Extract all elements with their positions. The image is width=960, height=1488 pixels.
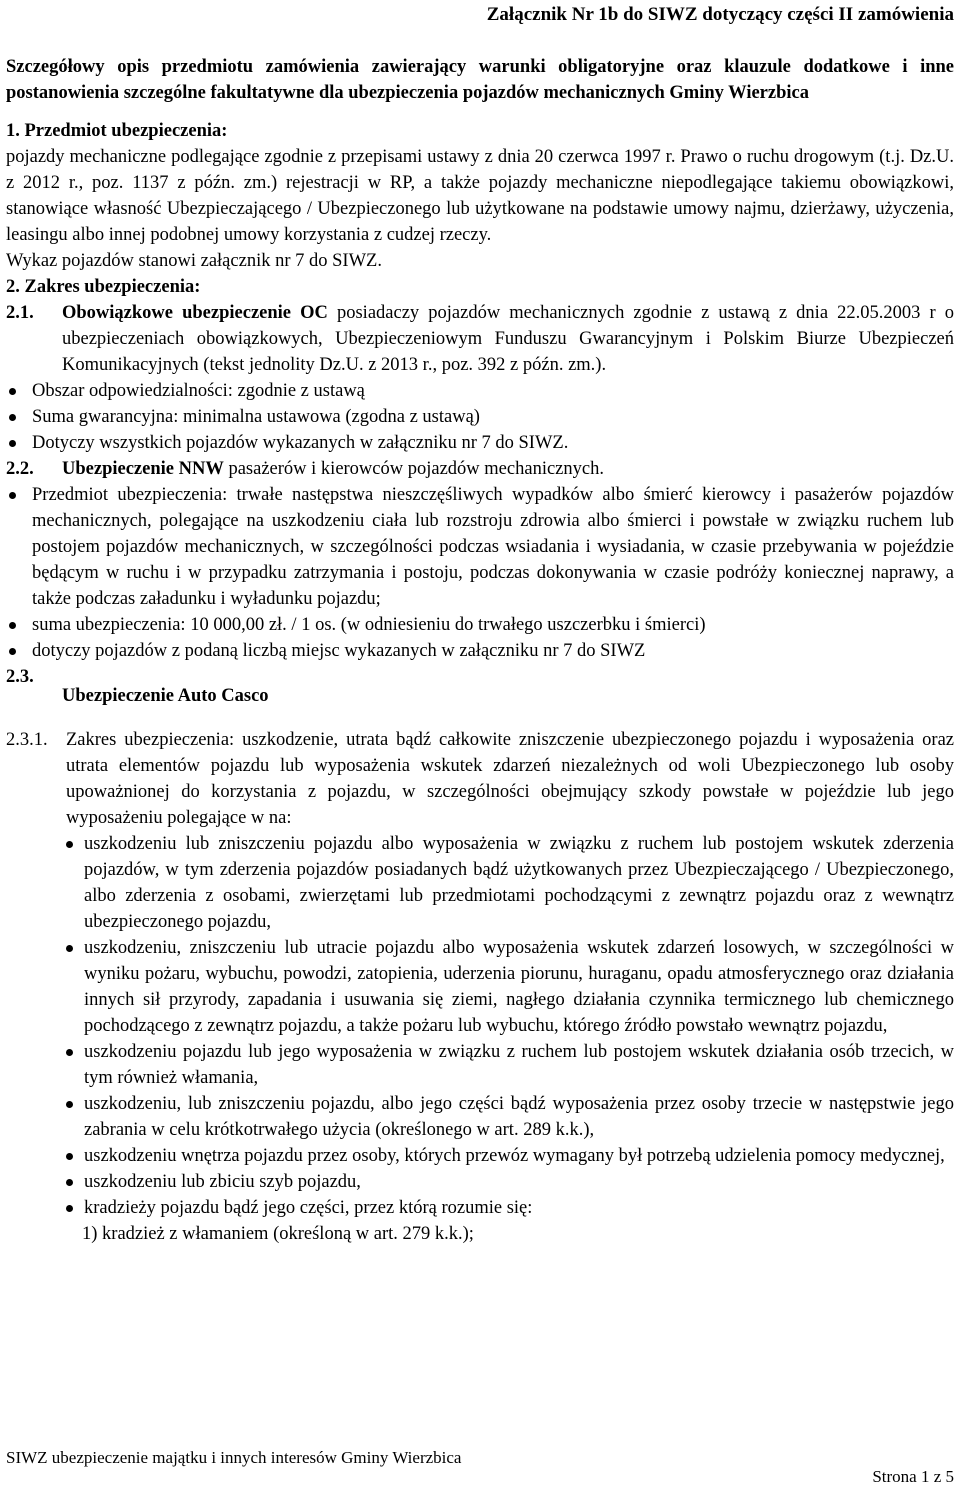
list-item: Dotyczy wszystkich pojazdów wykazanych w załączniku nr 7 do SIWZ. [6,430,954,456]
vehicle-list-note: Wykaz pojazdów stanowi załącznik nr 7 do SIWZ. [6,251,382,271]
section-2-3-1-bullets [6,831,954,1221]
section-2-3 [6,664,954,727]
attachment-title: Załącznik Nr 1b do SIWZ dotyczący części II zamówienia [486,4,954,25]
section-2-3-1-number: 2.3.1. [6,730,48,750]
section-2-3-lead: Ubezpieczenie Auto Casco [62,685,269,706]
section-2-1-bullets [6,378,954,456]
list-item: Obszar odpowiedzialności: zgodnie z ustawą [6,378,954,404]
section-2-2-desc: pasażerów i kierowców pojazdów mechanicznych. [223,459,604,479]
section-2-2-lead: Ubezpieczenie NNW [62,459,224,479]
section-2-3-1-text: Zakres ubezpieczenia: uszkodzenie, utrata bądź całkowite zniszczenie ubezpieczonego pojazdu i wyposażenia oraz utrata elementów pojazdu lub wyposażenia wskutek zdarzeń niezależnych od woli Ubezpieczonego lub osoby upoważnionej do korzystania z pojazdu, w szczególności obejmujący szkody powstałe w pojeździe lub jego wyposażeniu polegające w na: [66,730,954,828]
list-item: uszkodzeniu lub zniszczeniu pojazdu albo wyposażenia w związku z ruchem lub postojem wskutek zderzenia pojazdów, w tym zderzenia pojazdów posiadanych bądź użytkowanych przez Ubezpieczającego / Ubezpieczonego, albo zderzenia z osobami, zwierzętami lub przedmiotami pochodzącymi z zewnątrz pojazdu oraz z wewnątrz ubezpieczonego pojazdu, [66,831,954,935]
section-1-body: pojazdy mechaniczne podlegające zgodnie z przepisami ustawy z dnia 20 czerwca 1997 r. Prawo o ruchu drogowym (t.j. Dz.U. z 2012 r., poz. 1137 z późn. zm.) rejestracji w RP, a także pojazdy mechaniczne niepodlegające takiemu obowiązkowi, stanowiące własność Ubezpieczającego / Ubezpieczonego lub użytkowane na podstawie umowy najmu, dzierżawy, użyczenia, leasingu albo innej podobnej umowy korzystania z cudzej rzeczy. [6,147,954,245]
section-2-1-number: 2.1. [6,303,34,323]
list-item: Suma gwarancyjna: minimalna ustawowa (zgodna z ustawą) [6,404,954,430]
list-item: suma ubezpieczenia: 10 000,00 zł. / 1 os. (w odniesieniu do trwałego uszczerbku i śmierci) [6,612,954,638]
document-body [6,54,954,1247]
section-2-1 [6,300,954,378]
list-item: kradzieży pojazdu bądź jego części, przez którą rozumie się: [66,1195,954,1221]
section-2-2 [6,456,954,482]
section-2-2-bullets [6,482,954,664]
section-2-2-text [62,456,954,482]
section-2-3-1 [6,727,954,831]
section-2-title: 2. Zakres ubezpieczenia: [6,277,201,297]
list-item: uszkodzeniu pojazdu lub jego wyposażenia w związku z ruchem lub postojem wskutek działania osób trzecich, w tym również włamania, [66,1039,954,1091]
intro-paragraph: Szczegółowy opis przedmiotu zamówienia zawierający warunki obligatoryjne oraz klauzule dodatkowe i inne postanowienia szczególne fakultatywne dla ubezpieczenia pojazdów mechanicznych Gminy Wierzbica [6,57,954,103]
list-item: Przedmiot ubezpieczenia: trwałe następstwa nieszczęśliwych wypadków albo śmierć kierowcy i pasażerów pojazdów mechanicznych, polegające na uszkodzeniu ciała lub rozstroju zdrowia albo śmierci i powstałe w związku ruchem lub postojem pojazdów mechanicznych, w szczególności podczas wsiadania i wysiadania, w czasie przebywania w pojeździe będącym w ruchu i w przypadku zatrzymania i postoju, podczas dokonywania w czasie podróży koniecznej naprawy, a także podczas załadunku i wyładunku pojazdu; [6,482,954,612]
list-item: uszkodzeniu, lub zniszczeniu pojazdu, albo jego części bądź wyposażenia przez osoby trzecie w następstwie jego zabrania w celu krótkotrwałego użycia (określonego w art. 289 k.k.), [66,1091,954,1143]
list-item: uszkodzeniu wnętrza pojazdu przez osoby, których przewóz wymagany był potrzebą udzielenia pomocy medycznej, [66,1143,954,1169]
section-1-title: 1. Przedmiot ubezpieczenia: [6,121,228,141]
page-number: Strona 1 z 5 [872,1467,954,1486]
list-item: dotyczy pojazdów z podaną liczbą miejsc wykazanych w załączniku nr 7 do SIWZ [6,638,954,664]
list-item: uszkodzeniu, zniszczeniu lub utracie pojazdu albo wyposażenia wskutek zdarzeń losowych, w szczególności w wyniku pożaru, wybuchu, powodzi, zatopienia, uderzenia piorunu, huraganu, opadu atmosferycznego oraz działania innych sił przyrody, zapadania i usuwania się ziemi, nagłego działania czynnika termicznego lub chemicznego pochodzącego z zewnątrz pojazdu, a także pożaru lub wybuchu, którego źródło powstało wewnątrz pojazdu, [66,935,954,1039]
list-item: uszkodzeniu lub zbiciu szyb pojazdu, [66,1169,954,1195]
numbered-item: 1) kradzież z włamaniem (określoną w art. 279 k.k.); [82,1224,474,1244]
section-2-1-desc: posiadaczy pojazdów mechanicznych zgodnie z ustawą z dnia 22.05.2003 r o ubezpieczeniach obowiązkowych, Ubezpieczeniowym Funduszu Gwarancyjnym i Polskim Biurze Ubezpieczeń Komunikacyjnych (tekst jednolity Dz.U. z 2013 r., poz. 392 z późn. zm.). [62,303,954,375]
section-2-2-number: 2.2. [6,459,34,479]
section-2-1-text [62,300,954,378]
footer-document-name: SIWZ ubezpieczenie majątku i innych interesów Gminy Wierzbica [6,1448,462,1467]
section-2-1-lead: Obowiązkowe ubezpieczenie OC [62,303,328,323]
section-2-3-number: 2.3. [6,667,34,687]
